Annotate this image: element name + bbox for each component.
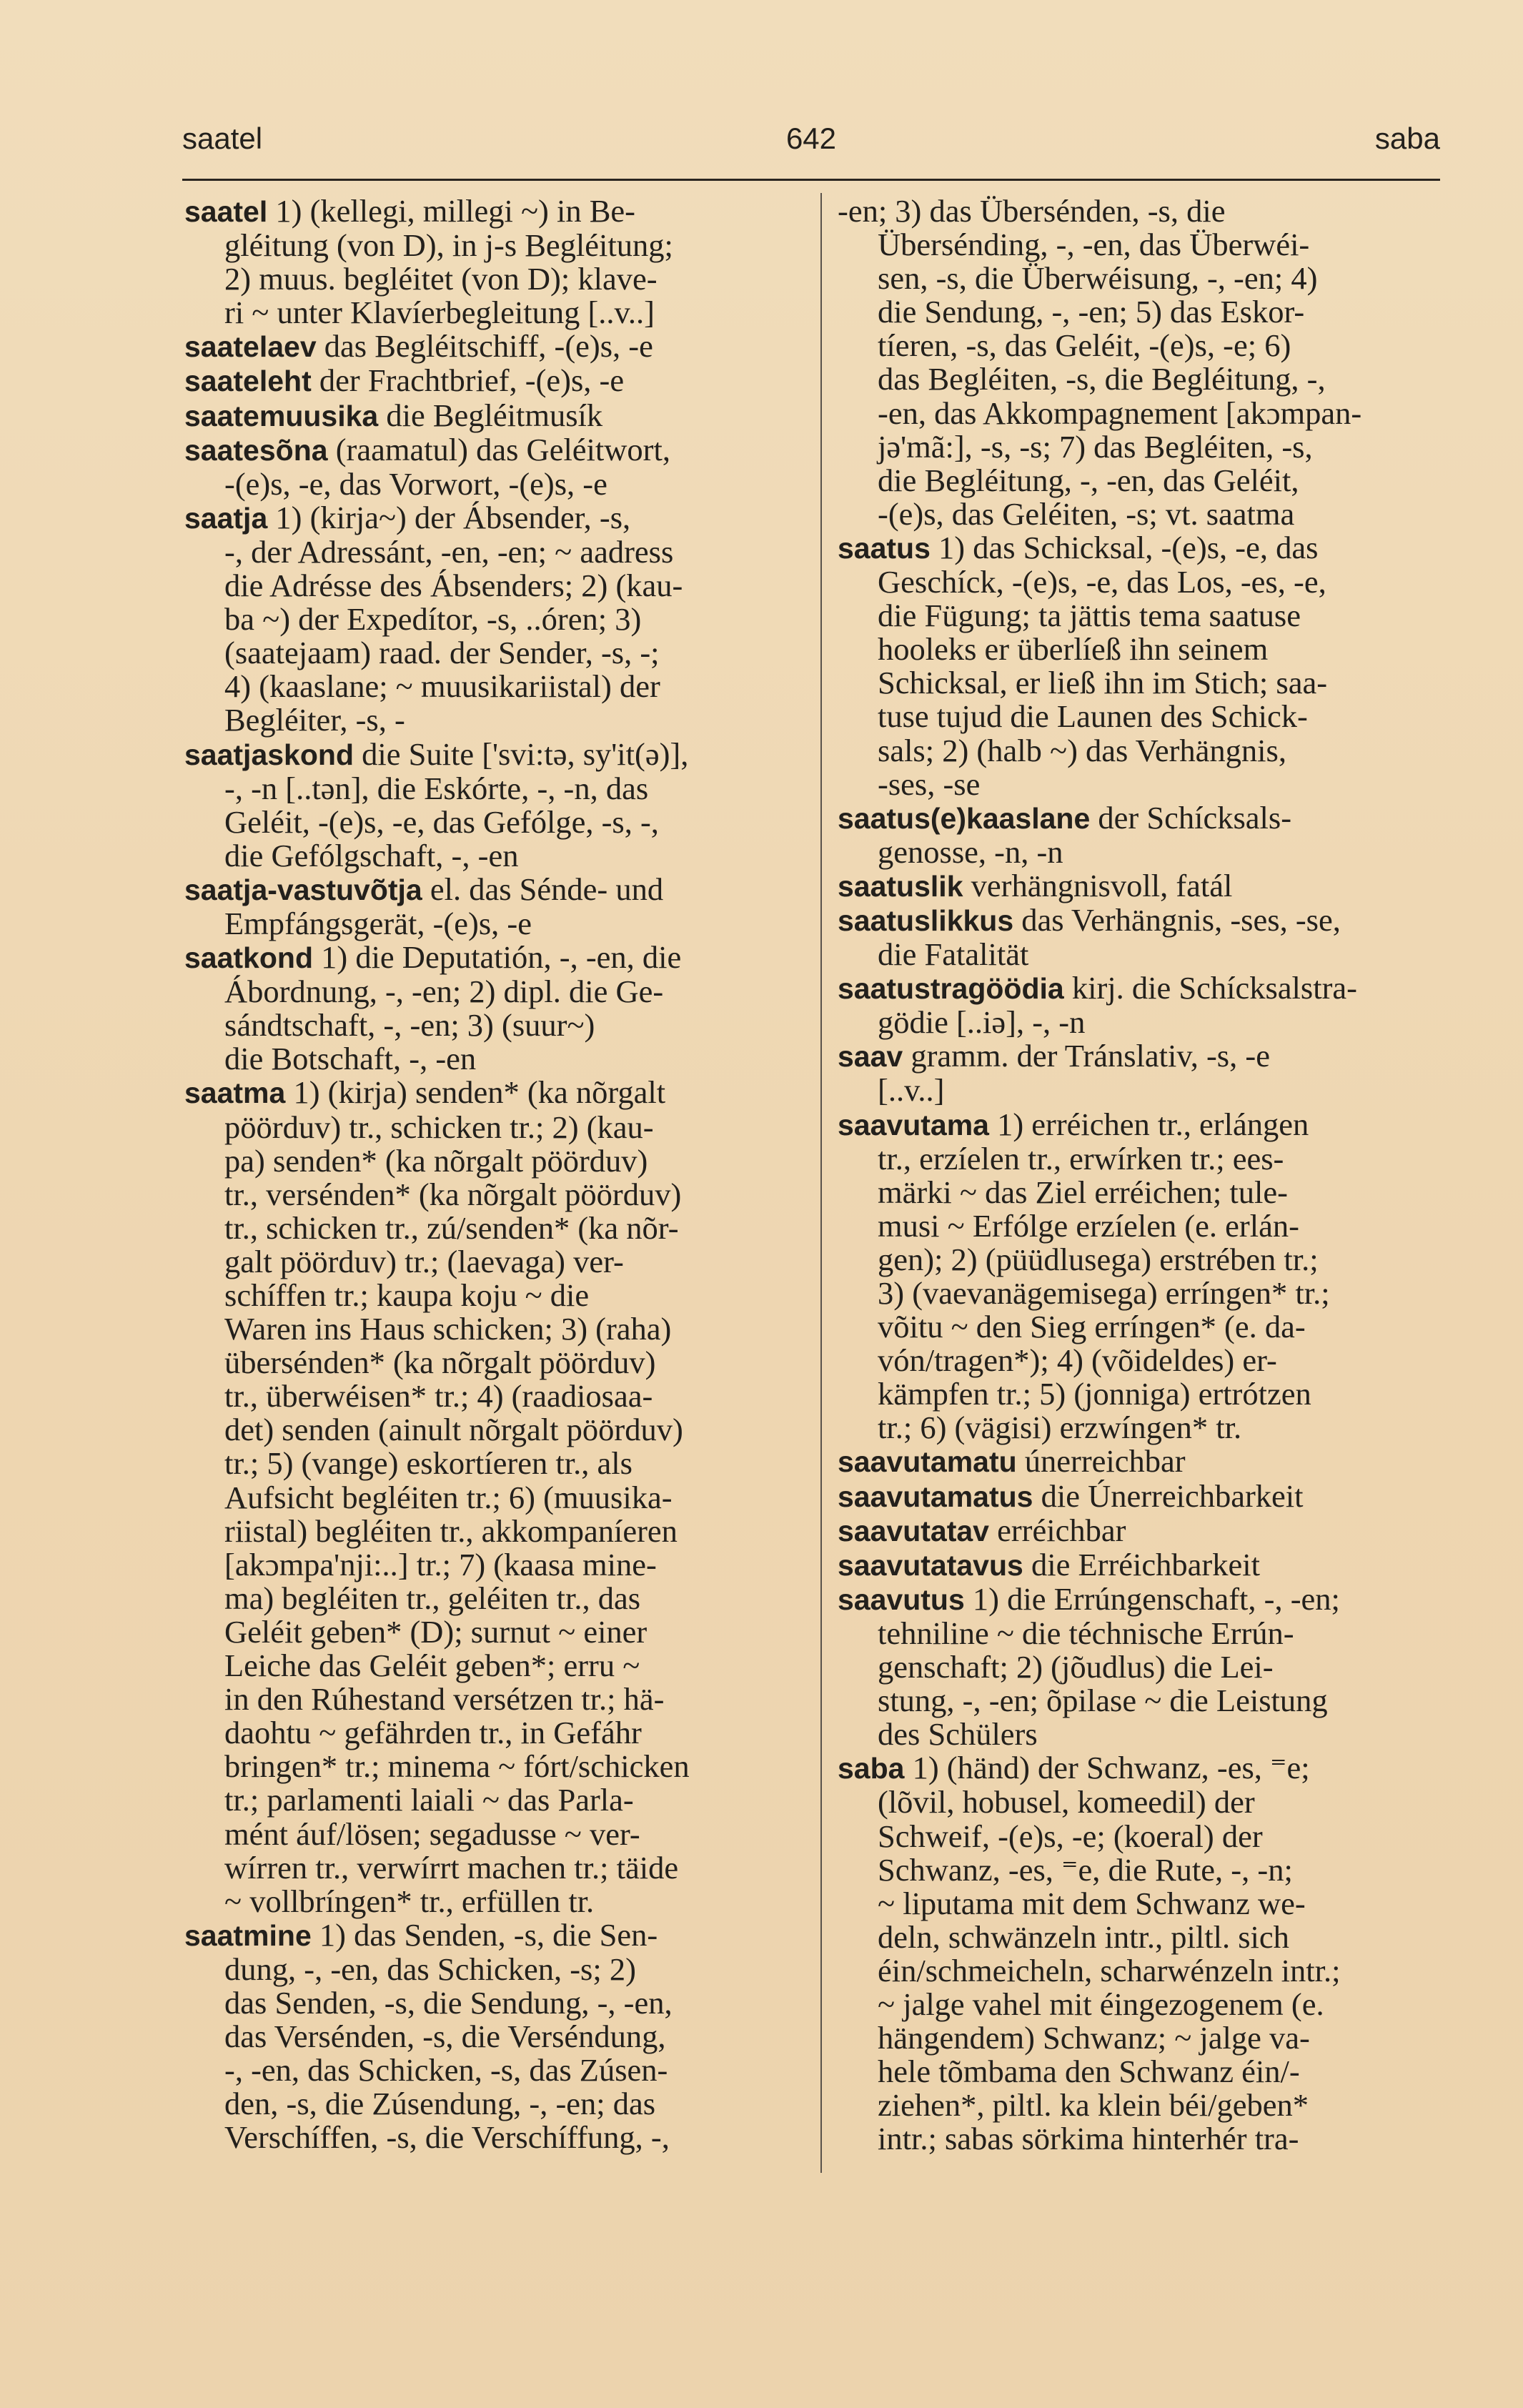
entry-line: [akɔmpa'nji:..] tr.; 7) (kaasa mine-: [224, 1546, 657, 1582]
entry-line: saatelaev das Begléitschiff, -(e)s, -e: [184, 328, 653, 365]
entry-line: saavutatav erréichbar: [838, 1512, 1126, 1548]
entry-line: Begléiter, -s, -: [224, 702, 405, 738]
headword: saatus: [838, 531, 931, 565]
headword: saavutamatus: [838, 1480, 1033, 1513]
entry-line: tr.; 5) (vange) eskortíeren tr., als: [224, 1445, 632, 1482]
entry-line: die Botschaft, -, -en: [224, 1041, 477, 1077]
entry-line: sals; 2) (halb ~) das Verhängnis,: [878, 732, 1286, 768]
dictionary-entry: [838, 1108, 1439, 1445]
entry-line: (lõvil, hobusel, komeedil) der: [878, 1784, 1255, 1820]
entry-line: hele tõmbama den Schwanz éin/-: [878, 2053, 1300, 2090]
dictionary-entry: [184, 735, 813, 873]
dictionary-entry: [184, 1076, 813, 1918]
dictionary-entry: [838, 1477, 1439, 1514]
entry-line: Verschíffen, -s, die Verschíffung, -,: [224, 2119, 670, 2156]
right-column: [838, 194, 1439, 2156]
entry-line: saavutamatus die Únerreichbarkeit: [838, 1477, 1304, 1514]
entry-line: genosse, -n, -n: [878, 833, 1063, 870]
entry-line: übersénden* (ka nõrgalt pöörduv): [224, 1344, 656, 1381]
entry-line: genschaft; 2) (jõudlus) die Lei-: [878, 1649, 1274, 1685]
entry-line: gödie [..iə], -, -n: [878, 1004, 1086, 1041]
entry-line: ~ liputama mit dem Schwanz we-: [878, 1885, 1306, 1921]
entry-line: galt pöörduv) tr.; (laevaga) ver-: [224, 1243, 624, 1279]
entry-line: saatus(e)kaaslane der Schícksals-: [838, 799, 1292, 836]
headword: saatel: [184, 195, 268, 228]
entry-line: intr.; sabas sörkima hinterhér tra-: [878, 2121, 1299, 2157]
entry-line: saatuslik verhängnisvoll, fatál: [838, 867, 1233, 903]
entry-line: schíffen tr.; kaupa koju ~ die: [224, 1277, 590, 1313]
entry-line: musi ~ Erfólge erzíelen (e. erlán-: [878, 1207, 1299, 1244]
entry-line: Ábordnung, -, -en; 2) dipl. die Ge-: [224, 973, 664, 1010]
entry-line: tr.; parlamenti laiali ~ das Parla-: [224, 1782, 634, 1818]
headword: saavutama: [838, 1108, 989, 1141]
entry-line: saatel 1) (kellegi, millegi ~) in Be-: [184, 193, 635, 229]
entry-line: saatus 1) das Schicksal, -(e)s, -e, das: [838, 529, 1319, 565]
entry-line: die Sendung, -, -en; 5) das Eskor-: [878, 294, 1305, 330]
entry-line: saatemuusika die Begléitmusík: [184, 397, 603, 433]
entry-line: pöörduv) tr., schicken tr.; 2) (kau-: [224, 1109, 654, 1145]
entry-line: Empfángsgerät, -(e)s, -e: [224, 905, 532, 941]
entry-line: das Begléiten, -s, die Begléitung, -,: [878, 361, 1326, 397]
entry-line: -en, das Akkompagnement [akɔmpan-: [878, 395, 1362, 431]
entry-line: tuse tujud die Launen des Schick-: [878, 698, 1308, 735]
entry-line: saavutus 1) die Errúngenschaft, -, -en;: [838, 1580, 1340, 1617]
entry-line: die Adrésse des Ábsenders; 2) (kau-: [224, 568, 683, 604]
entry-line: die Gefólgschaft, -, -en: [224, 837, 519, 873]
entry-line: tr., versénden* (ka nõrgalt pöörduv): [224, 1176, 682, 1212]
headword: saba: [838, 1752, 905, 1785]
entry-line: saateleht der Frachtbrief, -(e)s, -e: [184, 362, 625, 399]
entry-line: -ses, -se: [878, 765, 981, 802]
entry-line: Geschíck, -(e)s, -e, das Los, -es, -e,: [878, 564, 1326, 600]
entry-line: daohtu ~ gefährden tr., in Gefáhr: [224, 1715, 642, 1751]
dictionary-entry: [184, 399, 813, 433]
dictionary-entry: [184, 501, 813, 738]
entry-line: ma) begléiten tr., geléiten tr., das: [224, 1580, 641, 1616]
entry-line: Schicksal, er ließ ihn im Stich; saa-: [878, 665, 1328, 701]
entry-line: ziehen*, piltl. ka klein béi/geben*: [878, 2087, 1309, 2124]
headword: saatustragöödia: [838, 972, 1064, 1006]
entry-line: éin/schmeicheln, scharwénzeln intr.;: [878, 1952, 1341, 1988]
entry-line: Schweif, -(e)s, -e; (koeral) der: [878, 1818, 1263, 1854]
entry-line: (saatejaam) raad. der Sender, -s, -;: [224, 635, 660, 671]
entry-line: -, -en, das Schicken, -s, das Zúsen-: [224, 2052, 668, 2089]
dictionary-entry: [184, 873, 813, 941]
left-column: [184, 194, 813, 2154]
headword: saavutus: [838, 1582, 965, 1616]
headword: saatja: [184, 501, 268, 535]
entry-line: det) senden (ainult nõrgalt pöörduv): [224, 1412, 683, 1448]
entry-line: dung, -, -en, das Schicken, -s; 2): [224, 1951, 636, 1987]
headword: saatma: [184, 1076, 286, 1110]
headword: saatmine: [184, 1918, 312, 1952]
entry-line: saatmine 1) das Senden, -s, die Sen-: [184, 1916, 658, 1953]
entry-line: saatma 1) (kirja) senden* (ka nõrgalt: [184, 1074, 666, 1111]
headword: saav: [838, 1040, 903, 1074]
headword: saatjaskond: [184, 738, 354, 771]
headword: saateleht: [184, 365, 312, 398]
entry-line: die Begléitung, -, -en, das Geléit,: [878, 462, 1299, 498]
entry-line: die Fügung; ta jättis tema saatuse: [878, 598, 1301, 634]
entry-line: den, -s, die Zúsendung, -, -en; das: [224, 2086, 656, 2122]
entry-line: bringen* tr.; minema ~ fórt/schicken: [224, 1748, 690, 1785]
page-number: 642: [785, 122, 837, 155]
entry-line: saba 1) (händ) der Schwanz, -es, ⁼e;: [838, 1750, 1310, 1786]
entry-line: Waren ins Haus schicken; 3) (raha): [224, 1311, 672, 1347]
header-right-guide-word: saba: [1374, 122, 1440, 155]
headword: saatuslik: [838, 869, 963, 903]
dictionary-entry: [184, 941, 813, 1076]
entry-line: saatesõna (raamatul) das Geléitwort,: [184, 431, 670, 467]
entry-line: jə'mã:], -s, -s; 7) das Begléiten, -s,: [878, 428, 1313, 465]
entry-line: gen); 2) (püüdlusega) erstrében tr.;: [878, 1241, 1319, 1277]
entry-line: pa) senden* (ka nõrgalt pöörduv): [224, 1142, 648, 1179]
entry-line: das Versénden, -s, die Verséndung,: [224, 2018, 666, 2055]
entry-line: -, der Adressánt, -en, -en; ~ aadress: [224, 533, 674, 570]
entry-line: Leiche das Geléit geben*; erru ~: [224, 1648, 640, 1684]
headword: saatus(e)kaaslane: [838, 801, 1091, 835]
dictionary-entry: [838, 1039, 1439, 1107]
entry-line: saatuslikkus das Verhängnis, -ses, -se,: [838, 901, 1341, 938]
page-header: [182, 122, 1440, 164]
entry-line: kämpfen tr.; 5) (jonniga) ertrótzen: [878, 1376, 1311, 1412]
dictionary-entry: [184, 330, 813, 364]
column-divider: [820, 193, 822, 2173]
dictionary-entry: [838, 801, 1439, 869]
entry-line: 4) (kaaslane; ~ muusikariistal) der: [224, 668, 660, 705]
header-rule: [182, 179, 1440, 181]
entry-line: saavutamatu únerreichbar: [838, 1443, 1186, 1480]
entry-line: ba ~) der Expedítor, -s, ..óren; 3): [224, 601, 642, 638]
headword: saatesõna: [184, 433, 328, 467]
entry-line: tr.; 6) (vägisi) erzwíngen* tr.: [878, 1409, 1242, 1446]
entry-line: das Senden, -s, die Sendung, -, -en,: [224, 1984, 673, 2021]
entry-line: võitu ~ den Sieg erríngen* (e. da-: [878, 1309, 1306, 1345]
entry-line: wírren tr., verwírrt machen tr.; täide: [224, 1849, 679, 1886]
entry-line: sen, -s, die Überwéisung, -, -en; 4): [878, 260, 1318, 297]
entry-line: saavutama 1) erréichen tr., erlángen: [838, 1106, 1309, 1142]
entry-line: sándtschaft, -, -en; 3) (suur~): [224, 1007, 595, 1044]
dictionary-entry: [838, 1582, 1439, 1751]
entry-line: -(e)s, das Geléiten, -s; vt. saatma: [878, 495, 1295, 532]
dictionary-entry: [838, 869, 1439, 903]
entry-line: 3) (vaevanägemisega) erríngen* tr.;: [878, 1275, 1330, 1311]
entry-line: tr., schicken tr., zú/senden* (ka nõr-: [224, 1209, 679, 1246]
header-left-guide-word: saatel: [182, 122, 263, 155]
dictionary-entry: [838, 194, 1439, 531]
headword: saavutatav: [838, 1514, 989, 1547]
entry-line: saatkond 1) die Deputatión, -, -en, die: [184, 939, 682, 976]
dictionary-entry: [838, 1548, 1439, 1582]
entry-line: in den Rúhestand versétzen tr.; hä-: [224, 1681, 665, 1718]
entry-line: gléitung (von D), in j-s Begléitung;: [224, 227, 673, 264]
entry-line: stung, -, -en; õpilase ~ die Leistung: [878, 1683, 1328, 1719]
entry-line: hängendem) Schwanz; ~ jalge va-: [878, 2020, 1310, 2056]
headword: saatja-vastuvõtja: [184, 873, 422, 906]
headword: saatuslikkus: [838, 903, 1014, 937]
dictionary-entry: [838, 1514, 1439, 1548]
entry-line: [..v..]: [878, 1072, 945, 1109]
dictionary-entry: [184, 194, 813, 330]
entry-line: vón/tragen*); 4) (võideldes) er-: [878, 1342, 1277, 1379]
entry-line: -(e)s, -e, das Vorwort, -(e)s, -e: [224, 465, 607, 502]
headword: saatelaev: [184, 330, 317, 364]
entry-line: tr., überwéisen* tr.; 4) (raadiosaa-: [224, 1378, 653, 1414]
entry-line: Übersénding, -, -en, das Überwéi-: [878, 227, 1310, 263]
entry-line: tíeren, -s, das Geléit, -(e)s, -e; 6): [878, 327, 1291, 364]
entry-line: des Schülers: [878, 1716, 1038, 1753]
dictionary-entry: [838, 1445, 1439, 1479]
dictionary-entry: [184, 1918, 813, 2155]
entry-line: ~ jalge vahel mit éingezogenem (e.: [878, 1986, 1324, 2022]
entry-line: Aufsicht begléiten tr.; 6) (muusika-: [224, 1479, 673, 1515]
entry-line: saavutatavus die Erréichbarkeit: [838, 1546, 1260, 1582]
headword: saatemuusika: [184, 399, 379, 432]
entry-line: ri ~ unter Klavíerbegleitung [..v..]: [224, 294, 655, 331]
dictionary-entry: [184, 364, 813, 398]
entry-line: die Fatalität: [878, 936, 1029, 973]
entry-line: -en; 3) das Übersénden, -s, die: [838, 193, 1226, 229]
entry-line: saatja-vastuvõtja el. das Sénde- und: [184, 871, 664, 907]
entry-line: märki ~ das Ziel erréichen; tule-: [878, 1174, 1288, 1210]
entry-line: Geléit, -(e)s, -e, das Gefólge, -s, -,: [224, 803, 659, 840]
entry-line: saatja 1) (kirja~) der Ábsender, -s,: [184, 499, 631, 535]
entry-line: mént áuf/lösen; segadusse ~ ver-: [224, 1815, 640, 1852]
entry-line: Schwanz, -es, ⁼e, die Rute, -, -n;: [878, 1851, 1293, 1888]
dictionary-entry: [184, 433, 813, 501]
entry-line: ~ vollbríngen* tr., erfüllen tr.: [224, 1883, 595, 1919]
headword: saatkond: [184, 941, 313, 975]
entry-line: tr., erzíelen tr., erwírken tr.; ees-: [878, 1140, 1284, 1176]
headword: saavutamatu: [838, 1445, 1017, 1479]
dictionary-entry: [838, 531, 1439, 801]
entry-line: saatjaskond die Suite ['svi:tə, sy'it(ə)],: [184, 735, 689, 772]
dictionary-entry: [838, 1751, 1439, 2156]
entry-line: Geléit geben* (D); surnut ~ einer: [224, 1613, 648, 1650]
entry-line: saatustragöödia kirj. die Schícksalstra-: [838, 970, 1357, 1006]
entry-line: riistal) begléiten tr., akkompaníeren: [224, 1512, 678, 1549]
entry-line: hooleks er überlíeß ihn seinem: [878, 631, 1269, 668]
entry-line: tehniline ~ die téchnische Errún-: [878, 1615, 1294, 1651]
entry-line: 2) muus. begléitet (von D); klave-: [224, 261, 658, 297]
entry-line: deln, schwänzeln intr., piltl. sich: [878, 1918, 1289, 1955]
dictionary-entry: [838, 903, 1439, 971]
entry-line: saav gramm. der Tránslativ, -s, -e: [838, 1038, 1270, 1074]
dictionary-entry: [838, 971, 1439, 1039]
entry-line: -, -n [..tən], die Eskórte, -, -n, das: [224, 770, 649, 806]
headword: saavutatavus: [838, 1548, 1023, 1582]
